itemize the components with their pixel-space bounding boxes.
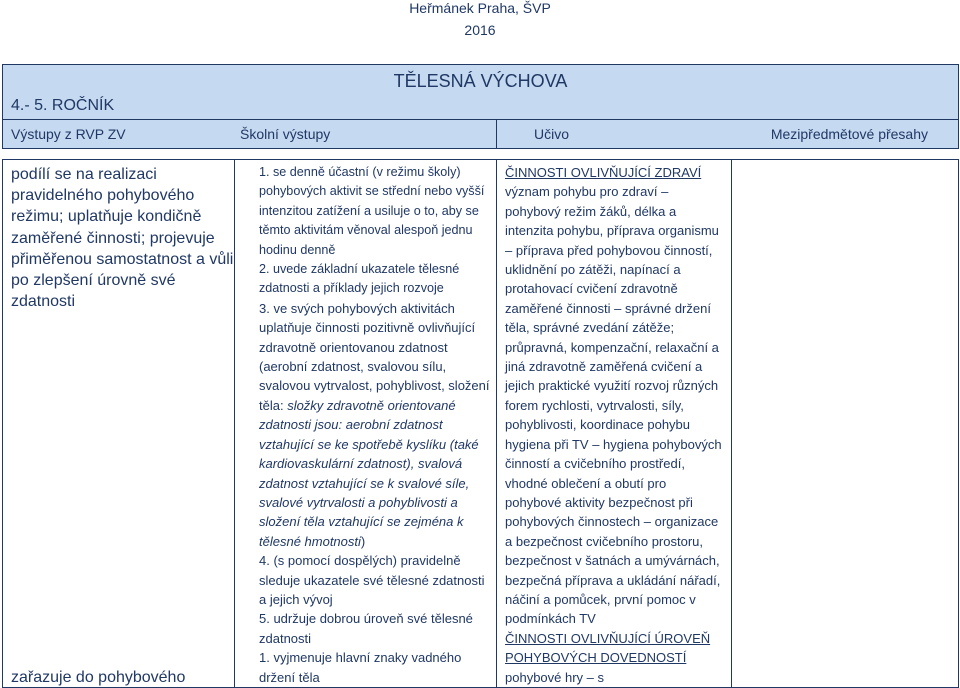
school-output-4: 4. (s pomocí dospělých) pravidelně sleduje ukazatele své tělesné zdatnosti a jejich vývoj <box>259 553 485 607</box>
rvp-outputs-cell <box>3 160 235 688</box>
header-cell-left <box>3 120 497 149</box>
school-output-5: 5. udržuje dobrou úroveň své tělesné zdatnosti <box>259 611 473 646</box>
column-header-school-outputs: Školní výstupy <box>240 126 331 142</box>
school-name: Heřmánek Praha, ŠVP <box>409 0 551 16</box>
school-output-3b: složky zdravotně orientované zdatnosti jsou: aerobní zdatnost vztahující se ke spotřebě kyslíku (také kardiovaskulární zdatnost), svalová zdatnost vztahující se k svalové síle, svalové vytrvalosti a pohyblivosti a složení těla vztahující se zejména k tělesné hmotnosti <box>259 397 479 549</box>
grade-label: 4.- 5. ROČNÍK <box>11 97 115 114</box>
ucivo-block-2 <box>505 629 725 687</box>
school-output-1: 1. se denně účastní (v režimu školy) pohybových aktivit se střední nebo vyšší intenzitou zatížení a usiluje o to, aby se těmto aktivitám věnoval alespoň jednu hodinu denně <box>259 165 485 257</box>
ucivo-heading-1: ČINNOSTI OVLIVŇUJÍCÍ ZDRAVÍ <box>505 165 702 180</box>
column-header-row <box>3 120 959 149</box>
column-header-rvp: Výstupy z RVP ZV <box>11 126 126 142</box>
spacer-row <box>3 149 959 160</box>
year: 2016 <box>464 22 496 38</box>
school-output-3c: ) <box>360 533 366 549</box>
ucivo-body-2: pohybové hry – s <box>505 669 605 685</box>
content-row <box>3 160 959 688</box>
rvp-output-text-2: zařazuje do pohybového <box>11 668 186 686</box>
curriculum-table <box>2 64 959 688</box>
subject-title: TĚLESNÁ VÝCHOVA <box>393 71 568 91</box>
header-cell-right <box>497 120 959 149</box>
title-cell <box>3 65 959 120</box>
crosscurricular-cell <box>732 160 959 688</box>
school-output-6: 1. vyjmenuje hlavní znaky vadného držení těla <box>259 650 462 685</box>
column-header-crosscurricular: Mezipředmětové přesahy <box>770 126 928 142</box>
school-outputs-cell <box>235 160 497 688</box>
column-header-ucivo: Učivo <box>534 126 570 142</box>
ucivo-heading-2: ČINNOSTI OVLIVŇUJÍCÍ ÚROVEŇ POHYBOVÝCH DOVEDNOSTÍ <box>505 630 711 666</box>
title-row <box>3 65 959 120</box>
school-output-3 <box>259 299 490 551</box>
ucivo-cell <box>497 160 732 688</box>
rvp-output-text: podílí se na realizaci pravidelného pohybového režimu; uplatňuje kondičně zaměřené činnosti; projevuje přiměřenou samostatnost a vůli po zlepšení úrovně své zdatnosti <box>11 166 234 311</box>
ucivo-body-1: význam pohybu pro zdraví – pohybový režim žáků, délka a intenzita pohybu, příprava organismu – příprava před pohybovou činností, uklidnění po zátěži, napínací a protahovací cvičení zdravotně zaměřené činnosti – správné držení těla, správné zvedání zátěže; průpravná, kompenzační, relaxační a jiná zdravotně zaměřená cvičení a jejich praktické využití rozvoj různých forem rychlosti, vytrvalosti, síly, pohyblivosti, koordinace pohybu hygiena při TV – hygiena pohybových činností a cvičebního prostředí, vhodné oblečení a obutí pro pohybové aktivity bezpečnost při pohybových činnostech – organizace a bezpečnost cvičebního prostoru, bezpečnost v šatnách a umývárnách, bezpečná příprava a ukládání nářadí, náčiní a pomůcek, první pomoc v podmínkách TV <box>505 184 722 627</box>
school-output-2: 2. uvede základní ukazatele tělesné zdatnosti a příklady jejich rozvoje <box>259 262 460 296</box>
school-output-3a: 3. ve svých pohybových aktivitách uplatňuje činnosti pozitivně ovlivňující zdravotně orientovanou zdatnost (aerobní zdatnost, svalovou sílu, svalovou vytrvalost, pohyblivost, složení těla: <box>259 300 490 413</box>
